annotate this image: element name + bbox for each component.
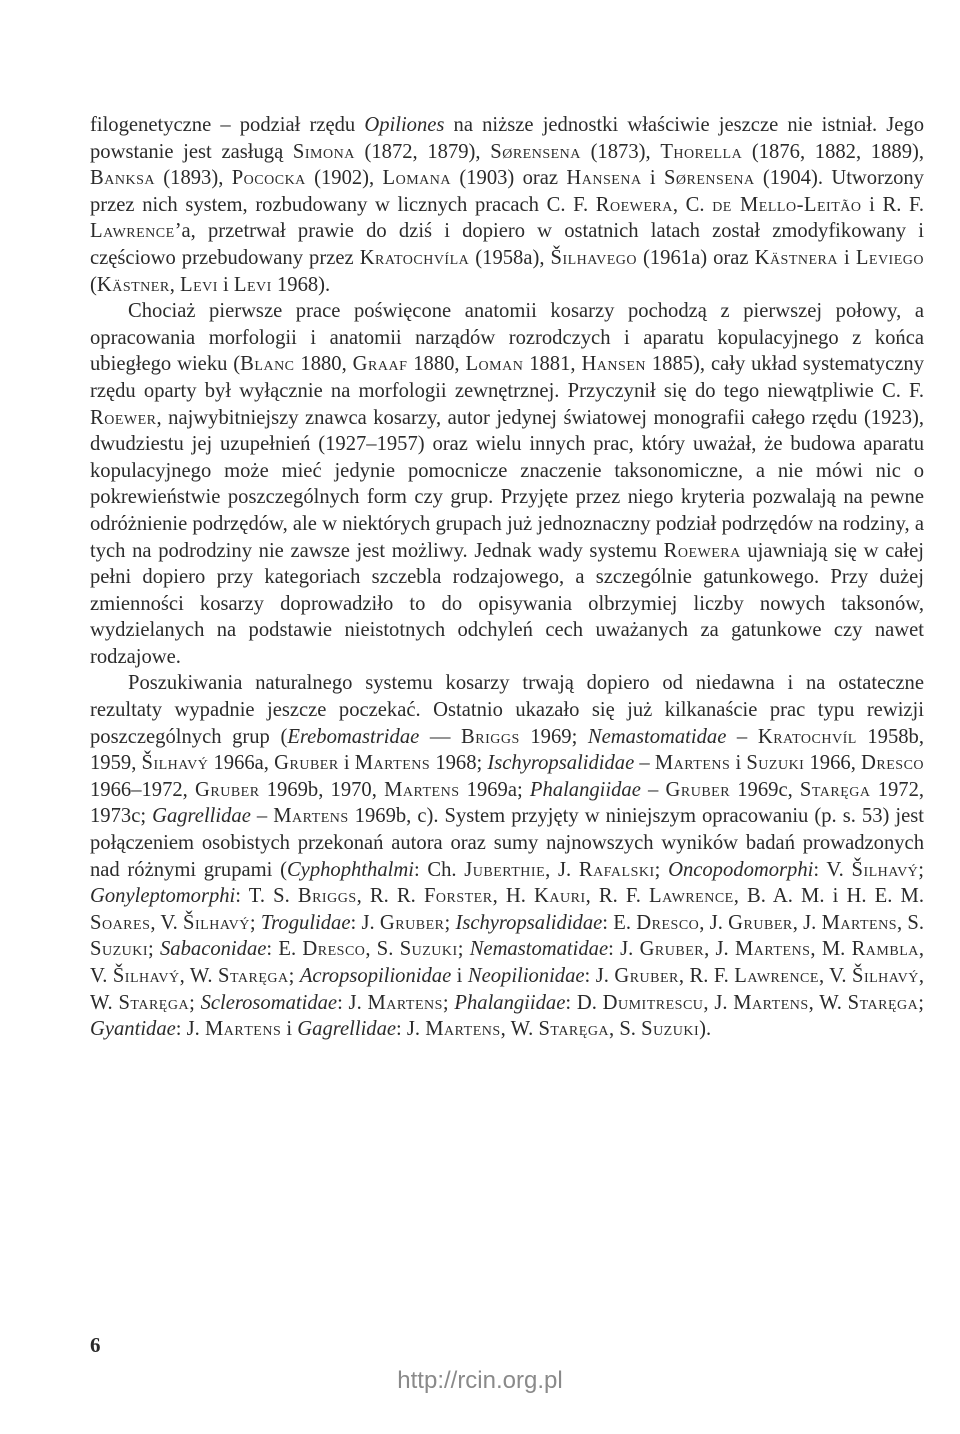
author-name: Kratochvíl	[757, 725, 857, 748]
text-run: filogenetyczne – podział rzędu	[90, 114, 365, 136]
text-run: ;	[457, 938, 470, 961]
author-name: Soares	[90, 911, 151, 934]
text-run: , R. F.	[585, 885, 650, 908]
taxon-name: Sclerosomatidae	[200, 991, 338, 1014]
author-name: Roewera	[663, 539, 741, 562]
taxon-name: Ischyropsalididae	[455, 911, 603, 934]
text-run: , J.	[792, 911, 822, 934]
author-name: Martens	[273, 805, 349, 828]
text-run: 1968;	[430, 752, 488, 775]
text-run: ;	[918, 991, 925, 1014]
author-name: Dresco	[302, 938, 366, 961]
author-name: Blanc	[240, 353, 295, 376]
text-run: 1880,	[407, 353, 466, 376]
author-name: Šilhavego	[550, 246, 637, 269]
taxon-name: Cyphophthalmi	[286, 858, 414, 881]
text-run: —	[419, 725, 462, 748]
text-run: : J.	[608, 938, 640, 961]
text-run: Chociaż pierwsze prace poświęcone anatomii kosarzy pochodzą z pierwszej połowy, a opracowania morfologii i anatomii narządów rozrodczych i aparatu kopulacyjnego z końca ubiegłego wieku (	[90, 300, 924, 376]
text-run: i	[217, 273, 234, 296]
taxon-name: Sabaconidae	[160, 938, 267, 961]
text-run: ).	[699, 1018, 712, 1041]
text-run: , H.	[492, 885, 535, 908]
text-run: ;	[918, 858, 925, 881]
text-run: 1880,	[294, 353, 353, 376]
author-name: Lawrence	[90, 220, 175, 243]
text-run: 1969c,	[730, 778, 800, 801]
text-run: , J.	[703, 991, 734, 1014]
author-name: Thorella	[660, 140, 743, 163]
text-run: 1881,	[523, 353, 582, 376]
text-run: : J.	[350, 911, 380, 934]
text-run: 1966,	[804, 752, 862, 775]
taxon-name: Phalangiidae	[529, 778, 641, 801]
author-name: Gruber	[274, 752, 339, 775]
author-name: Gruber	[665, 778, 731, 801]
text-run: (1872, 1879),	[354, 140, 491, 163]
author-name: Suzuki	[746, 752, 805, 775]
author-name: Rambla	[851, 938, 919, 961]
text-run: ;	[148, 938, 160, 961]
text-run: , S.	[897, 911, 925, 934]
text-run: 1966–1972,	[90, 778, 195, 801]
body-text	[90, 112, 924, 1043]
footer-url[interactable]: http://rcin.org.pl	[397, 1367, 563, 1394]
text-run: (1876, 1882, 1889),	[742, 140, 924, 163]
taxon-name: Ischyropsalididae	[487, 752, 635, 775]
text-run: i	[730, 752, 747, 775]
author-name: Lawrence	[649, 885, 734, 908]
text-run: 1969;	[519, 725, 588, 748]
text-run: (	[90, 273, 97, 296]
author-name: Dresco	[861, 752, 925, 775]
author-name: Hansena	[566, 167, 642, 190]
text-run: , W.	[179, 965, 219, 987]
taxon-name: Nemastomatidae	[587, 725, 727, 748]
author-name: Sørensena	[663, 167, 755, 190]
author-name: Kauri	[534, 885, 586, 908]
text-run: , V.	[150, 911, 184, 934]
text-run: ’a, przetrwał prawie do dziś i dopiero w ostatnich latach został zmodyfikowany i częściowo przebudowany przez	[90, 220, 924, 269]
author-name: Banksa	[90, 167, 155, 190]
author-name: Levi	[233, 273, 272, 296]
text-run: (1902),	[305, 167, 383, 190]
author-name: Šilhavý	[183, 911, 250, 934]
taxon-name: Trogulidae	[260, 911, 351, 934]
text-run: ;	[442, 991, 455, 1014]
author-name: Staręga	[218, 965, 289, 987]
text-run: ;	[288, 965, 300, 987]
text-run: (1873),	[580, 140, 661, 163]
taxon-name: Phalangiidae	[454, 991, 566, 1014]
text-run: , najwybitniejszy znawca kosarzy, autor jedynej światowej monografii całego rzędu (1923), dwudziestu jej uzupełnień (1927–1957) oraz wielu innych prac, który uważał, że budowa aparatu kopulacyjnego może mieć jedynie pomocnicze znaczenie taksonomiczne, a nie mówi nic o pokrewieństwie poszczególnych form czy grup. Przyjęte przez niego kryteria pozwalają na pewne odróżnienie podrzędów, ale w niektórych grupach już jednoznaczny podział podrzędów na rodziny, a tych na podrodziny nie zawsze jest możliwy. Jednak wady systemu	[90, 406, 924, 562]
text-run: 1968).	[271, 273, 331, 296]
text-run: , M.	[810, 938, 852, 961]
taxon-name: Gyantidae	[90, 1018, 176, 1041]
text-run: , W.	[500, 1018, 539, 1041]
text-run: (1961a) oraz	[636, 246, 755, 269]
author-name: Kratochvíla	[359, 246, 470, 269]
author-name: Martens	[204, 1018, 282, 1041]
author-name: de Mello-Leitão	[712, 193, 862, 216]
author-name: Roewer	[90, 406, 157, 429]
text-run: : J.	[337, 991, 368, 1014]
author-name: Gruber	[195, 778, 260, 801]
author-name: Gruber	[379, 911, 445, 934]
author-name: Suzuki	[399, 938, 458, 961]
author-name: Dumitrescu	[602, 991, 704, 1014]
text-run: –	[640, 778, 666, 801]
text-run: 1969a;	[459, 778, 530, 801]
text-run: : T. S.	[235, 885, 298, 908]
author-name: Martens	[384, 778, 460, 801]
text-run: –	[250, 805, 274, 828]
text-run: 1969b, 1970,	[259, 778, 385, 801]
author-name: Martens	[733, 991, 809, 1014]
taxon-name: Nemastomatidae	[469, 938, 609, 961]
author-name: Pococka	[231, 167, 306, 190]
text-run: , J.	[699, 911, 729, 934]
author-name: Roewera	[595, 193, 673, 216]
text-run: ,	[169, 273, 180, 296]
author-name: Simona	[292, 140, 355, 163]
author-name: Staręga	[538, 1018, 610, 1041]
author-name: Sørensena	[490, 140, 581, 163]
taxon-name: Oncopodomorphi	[668, 858, 814, 881]
author-name: Staręga	[847, 991, 919, 1014]
text-run: –	[726, 725, 758, 748]
author-name: Šilhavý	[851, 858, 919, 881]
author-name: Loman	[465, 353, 524, 376]
text-run: ;	[444, 911, 456, 934]
text-run: (1903) oraz	[451, 167, 567, 190]
text-run: (1958a),	[469, 246, 551, 269]
text-run: : V.	[813, 858, 852, 881]
text-run: i	[641, 167, 664, 190]
author-name: Levi	[179, 273, 218, 296]
author-name: Gruber	[614, 965, 679, 987]
author-name: Martens	[654, 752, 731, 775]
text-run: (1904). Utworzony przez nich system, rozbudowany w licznych pracach C. F.	[90, 167, 924, 216]
text-run: : J.	[396, 1018, 426, 1041]
text-run: , B. A. M. i H. E. M.	[733, 885, 924, 908]
text-run: 1969b, c). System przyjęty w niniejszym opracowaniu (p. s. 53) jest połączeniem osobistych przekonań autora oraz sumy najnowszych wyników badań prowadzonych nad różnymi grupami (	[90, 805, 924, 881]
author-name: Martens	[821, 911, 897, 934]
text-run: Poszukiwania naturalnego systemu kosarzy trwają dopiero od niedawna i na ostateczne rezultaty wypadnie jeszcze poczekać. Ostatnio ukazało się już kilkanaście prac typu rewizji poszczególnych grup (	[90, 672, 924, 748]
author-name: Lawrence	[734, 965, 819, 987]
text-run: : E.	[266, 938, 303, 961]
author-name: Leviego	[855, 246, 924, 269]
text-run: : D.	[565, 991, 603, 1014]
author-name: Gruber	[639, 938, 705, 961]
author-name: Gruber	[728, 911, 793, 934]
text-run: ;	[654, 858, 669, 881]
text-run: : J.	[584, 965, 615, 987]
text-run: i	[451, 965, 468, 987]
text-run: 1885), cały układ systematyczny rzędu oparty był wyłącznie na morfologii zewnętrznej. Przyczynił się do tego niewątpliwie C. F.	[90, 353, 924, 402]
author-name: Briggs	[297, 885, 357, 908]
text-run: , W.	[90, 965, 924, 1014]
author-name: Martens	[354, 752, 431, 775]
text-run: (1893),	[154, 167, 232, 190]
text-run: –	[634, 752, 655, 775]
text-run: , J.	[545, 858, 579, 881]
author-name: Forster	[423, 885, 493, 908]
paragraph-2	[90, 298, 924, 670]
text-run: , V.	[90, 938, 925, 987]
taxon-name: Erebomastridae	[287, 725, 420, 748]
author-name: Šilhavý	[112, 965, 180, 987]
text-run: 1966a,	[208, 752, 275, 775]
author-name: Martens	[367, 991, 443, 1014]
text-run: , S.	[609, 1018, 642, 1041]
taxon-name: Gonyleptomorphi	[90, 885, 236, 908]
text-run: ;	[249, 911, 261, 934]
text-run: , C.	[672, 193, 713, 216]
author-name: Šilhavý	[852, 965, 919, 987]
author-name: Dresco	[636, 911, 700, 934]
text-run: 1972, 1973c;	[90, 778, 925, 828]
author-name: Šilhavý	[141, 752, 209, 775]
text-run: , J.	[704, 938, 735, 961]
author-name: Juberthie	[464, 858, 546, 881]
text-run: , W.	[808, 991, 848, 1014]
text-run: , R. F.	[678, 965, 735, 987]
text-run: na niższe jednostki właściwie jeszcze nie istniał. Jego powstanie jest zasługą	[90, 114, 924, 163]
taxon-name: Neopilionidae	[467, 965, 585, 987]
text-run: i	[838, 246, 856, 269]
taxon-name: Opiliones	[364, 114, 445, 136]
text-run: : J.	[175, 1018, 205, 1041]
author-name: Briggs	[461, 725, 520, 748]
text-run: : E.	[602, 911, 637, 934]
text-run: ;	[189, 991, 201, 1014]
author-name: Kästnera	[754, 246, 839, 269]
author-name: Staręga	[118, 991, 190, 1014]
text-run: i	[281, 1018, 298, 1041]
paragraph-3	[90, 670, 924, 1042]
text-run: , V.	[818, 965, 853, 987]
author-name: Martens	[734, 938, 811, 961]
page-number: 6	[90, 1333, 101, 1357]
author-name: Rafalski	[578, 858, 655, 881]
text-run: , R. R.	[356, 885, 424, 908]
author-name: Kästner	[96, 273, 170, 296]
text-run: i	[338, 752, 355, 775]
author-name: Suzuki	[90, 938, 148, 961]
text-run: i R. F.	[861, 193, 924, 216]
author-name: Suzuki	[641, 1018, 700, 1041]
author-name: Hansen	[581, 353, 646, 376]
text-run: ujawniają się w całej pełni dopiero przy kategoriach szczebla rodzajowego, a szczególnie gatunkowego. Przy dużej zmienności kosarzy doprowadziło to do opisywania olbrzymiej liczby nowych taksonów, wydzielanych na podstawie nieistotnych odchyleń cech uważanych za gatunkowe czy nawet rodzajowe.	[90, 539, 924, 668]
text-run: 1958b, 1959,	[90, 725, 925, 775]
author-name: Martens	[425, 1018, 501, 1041]
taxon-name: Acropsopilionidae	[299, 965, 452, 987]
author-name: Lomana	[382, 167, 452, 190]
paragraph-1	[90, 112, 924, 298]
author-name: Staręga	[799, 778, 871, 801]
text-run: : Ch.	[413, 858, 465, 881]
taxon-name: Gagrellidae	[152, 805, 251, 828]
taxon-name: Gagrellidae	[297, 1018, 397, 1041]
author-name: Graaf	[352, 353, 408, 376]
text-run: , S.	[365, 938, 400, 961]
